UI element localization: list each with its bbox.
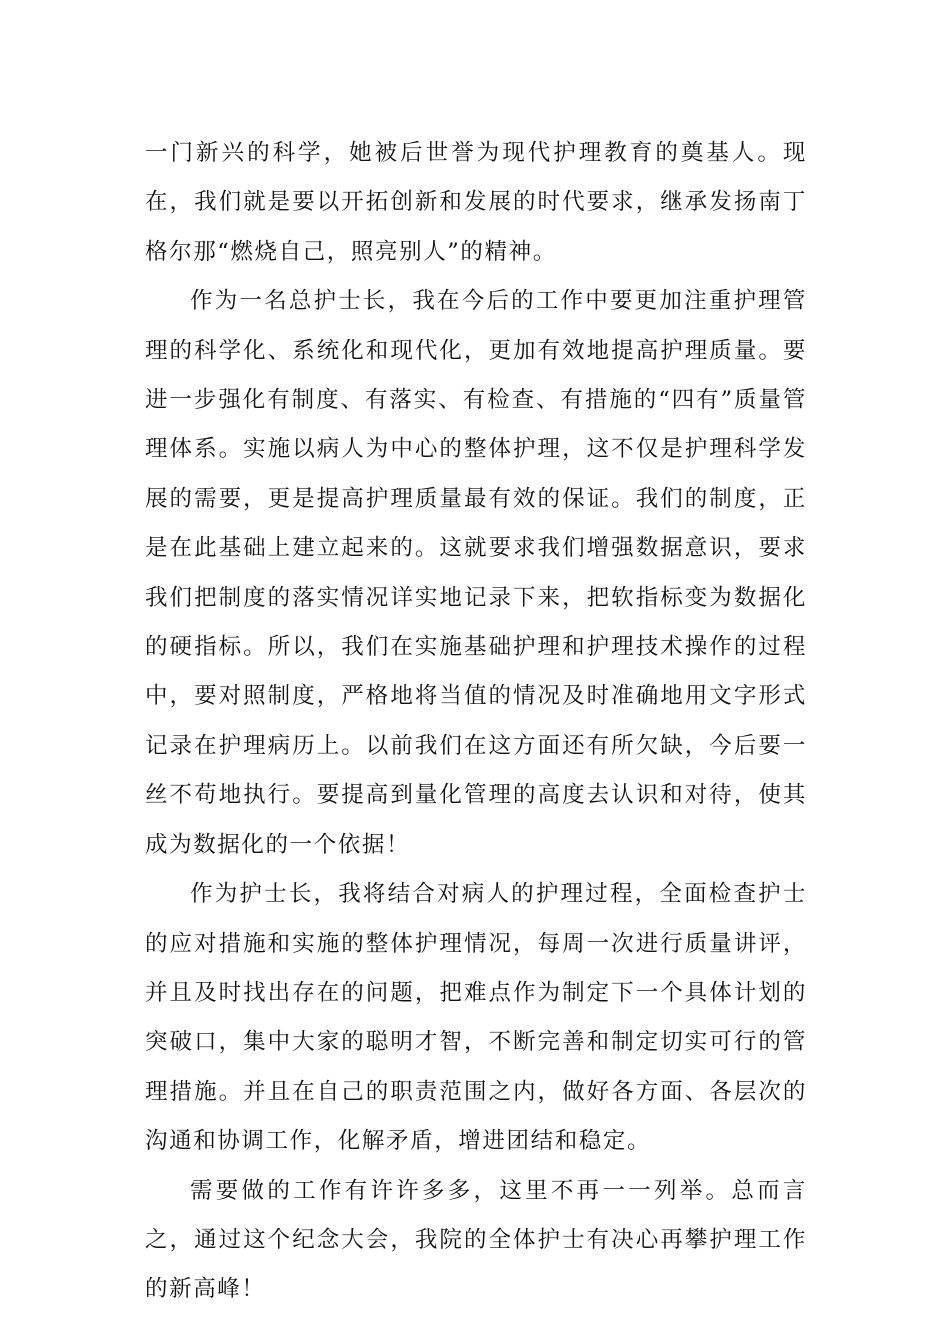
paragraph-1: 一门新兴的科学，她被后世誉为现代护理教育的奠基人。现在，我们就是要以开拓创新和发展的时代要求，继承发扬南丁格尔那“燃烧自己，照亮别人”的精神。 xyxy=(145,140,807,265)
paragraph-3: 作为护士长，我将结合对病人的护理过程，全面检查护士的应对措施和实施的整体护理情况，每周一次进行质量讲评，并且及时找出存在的问题，把难点作为制定下一个具体计划的突破口，集中大家的聪明才智，不断完善和制定切实可行的管理措施。并且在自己的职责范围之内，做好各方面、各层次的沟通和协调工作，化解矛盾，增进团结和稳定。 xyxy=(145,881,807,1155)
document-body xyxy=(145,129,807,1315)
paragraph-2: 作为一名总护士长，我在今后的工作中要更加注重护理管理的科学化、系统化和现代化，更加有效地提高护理质量。要进一步强化有制度、有落实、有检查、有措施的“四有”质量管理体系。实施以病人为中心的整体护理，这不仅是护理科学发展的需要，更是提高护理质量最有效的保证。我们的制度，正是在此基础上建立起来的。这就要求我们增强数据意识，要求我们把制度的落实情况详实地记录下来，把软指标变为数据化的硬指标。所以，我们在实施基础护理和护理技术操作的过程中，要对照制度，严格地将当值的情况及时准确地用文字形式记录在护理病历上。以前我们在这方面还有所欠缺，今后要一丝不苟地执行。要提高到量化管理的高度去认识和对待，使其成为数据化的一个依据！ xyxy=(145,288,807,858)
paragraph-4: 需要做的工作有许许多多，这里不再一一列举。总而言之，通过这个纪念大会，我院的全体护士有决心再攀护理工作的新高峰！ xyxy=(145,1177,807,1303)
